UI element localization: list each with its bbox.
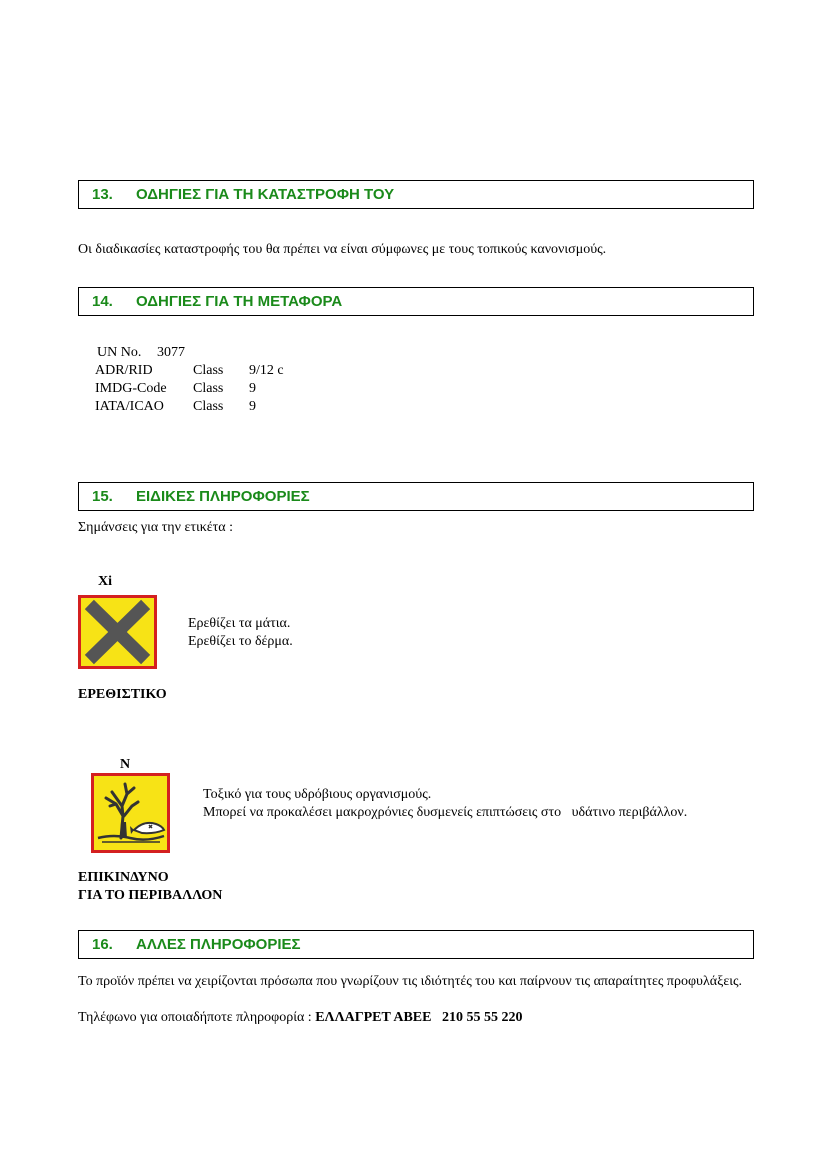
hazard-name: ΕΠΙΚΙΝΔΥΝΟ bbox=[78, 870, 169, 885]
environment-hazard-icon-graphic bbox=[94, 776, 167, 850]
section-number: 16. bbox=[92, 936, 113, 953]
transport-class-label: Class bbox=[193, 363, 224, 378]
transport-class-value: 9 bbox=[249, 399, 256, 414]
hazard-name: ΓΙΑ ΤΟ ΠΕΡΙΒΑΛΛΟΝ bbox=[78, 888, 223, 903]
irritant-x-icon bbox=[78, 595, 157, 669]
hazard-code: Xi bbox=[98, 574, 112, 589]
section-15-header bbox=[78, 482, 754, 511]
section-13-header bbox=[78, 180, 754, 209]
un-number: 3077 bbox=[157, 345, 185, 360]
transport-class-value: 9/12 c bbox=[249, 363, 284, 378]
phone-number: 210 55 55 220 bbox=[441, 1010, 523, 1025]
company-name: ΕΛΛΑΓΡΕΤ ΑΒΕΕ bbox=[315, 1010, 432, 1025]
section-title: ΑΛΛΕΣ ΠΛΗΡΟΦΟΡΙΕΣ bbox=[136, 936, 301, 953]
hazard-phrase: Ερεθίζει τα μάτια. bbox=[188, 616, 291, 631]
section-14-header bbox=[78, 287, 754, 316]
transport-class-label: Class bbox=[193, 381, 224, 396]
transport-code: ADR/RID bbox=[95, 363, 153, 378]
contact-line bbox=[78, 1009, 522, 1027]
section-title: ΕΙΔΙΚΕΣ ΠΛΗΡΟΦΟΡΙΕΣ bbox=[136, 488, 310, 505]
section-number: 15. bbox=[92, 488, 113, 505]
section-16-header bbox=[78, 930, 754, 959]
hazard-name: ΕΡΕΘΙΣΤΙΚΟ bbox=[78, 687, 167, 702]
transport-class-value: 9 bbox=[249, 381, 256, 396]
section-number: 14. bbox=[92, 293, 113, 310]
label-notes: Σημάνσεις για την ετικέτα : bbox=[78, 520, 233, 535]
section-title: ΟΔΗΓΙΕΣ ΓΙΑ ΤΗ ΜΕΤΑΦΟΡΑ bbox=[136, 293, 343, 310]
hazard-code: N bbox=[120, 757, 131, 772]
phone-label: Τηλέφωνο για οποιαδήποτε πληροφορία : bbox=[78, 1010, 316, 1025]
section-number: 13. bbox=[92, 186, 113, 203]
hazard-phrase: Μπορεί να προκαλέσει μακροχρόνιες δυσμενείς επιπτώσεις στο υδάτινο περιβάλλον. bbox=[203, 805, 688, 820]
hazard-phrase: Τοξικό για τους υδρόβιους οργανισμούς. bbox=[203, 787, 432, 802]
disposal-text: Οι διαδικασίες καταστροφής του θα πρέπει να είναι σύμφωνες με τους τοπικούς κανονισμούς. bbox=[78, 242, 607, 257]
transport-code: IATA/ICAO bbox=[95, 399, 164, 414]
un-label: UN No. bbox=[97, 345, 142, 360]
section-title: ΟΔΗΓΙΕΣ ΓΙΑ ΤΗ ΚΑΤΑΣΤΡΟΦΗ ΤΟΥ bbox=[136, 186, 395, 203]
transport-code: IMDG-Code bbox=[95, 381, 167, 396]
other-info-text: Το προϊόν πρέπει να χειρίζονται πρόσωπα που γνωρίζουν τις ιδιότητές του και παίρνουν τις απαραίτητες προφυλάξεις. bbox=[78, 974, 743, 989]
irritant-x-icon-graphic bbox=[81, 598, 154, 666]
transport-class-label: Class bbox=[193, 399, 224, 414]
hazard-phrase: Ερεθίζει το δέρμα. bbox=[188, 634, 293, 649]
environment-hazard-icon bbox=[91, 773, 170, 853]
